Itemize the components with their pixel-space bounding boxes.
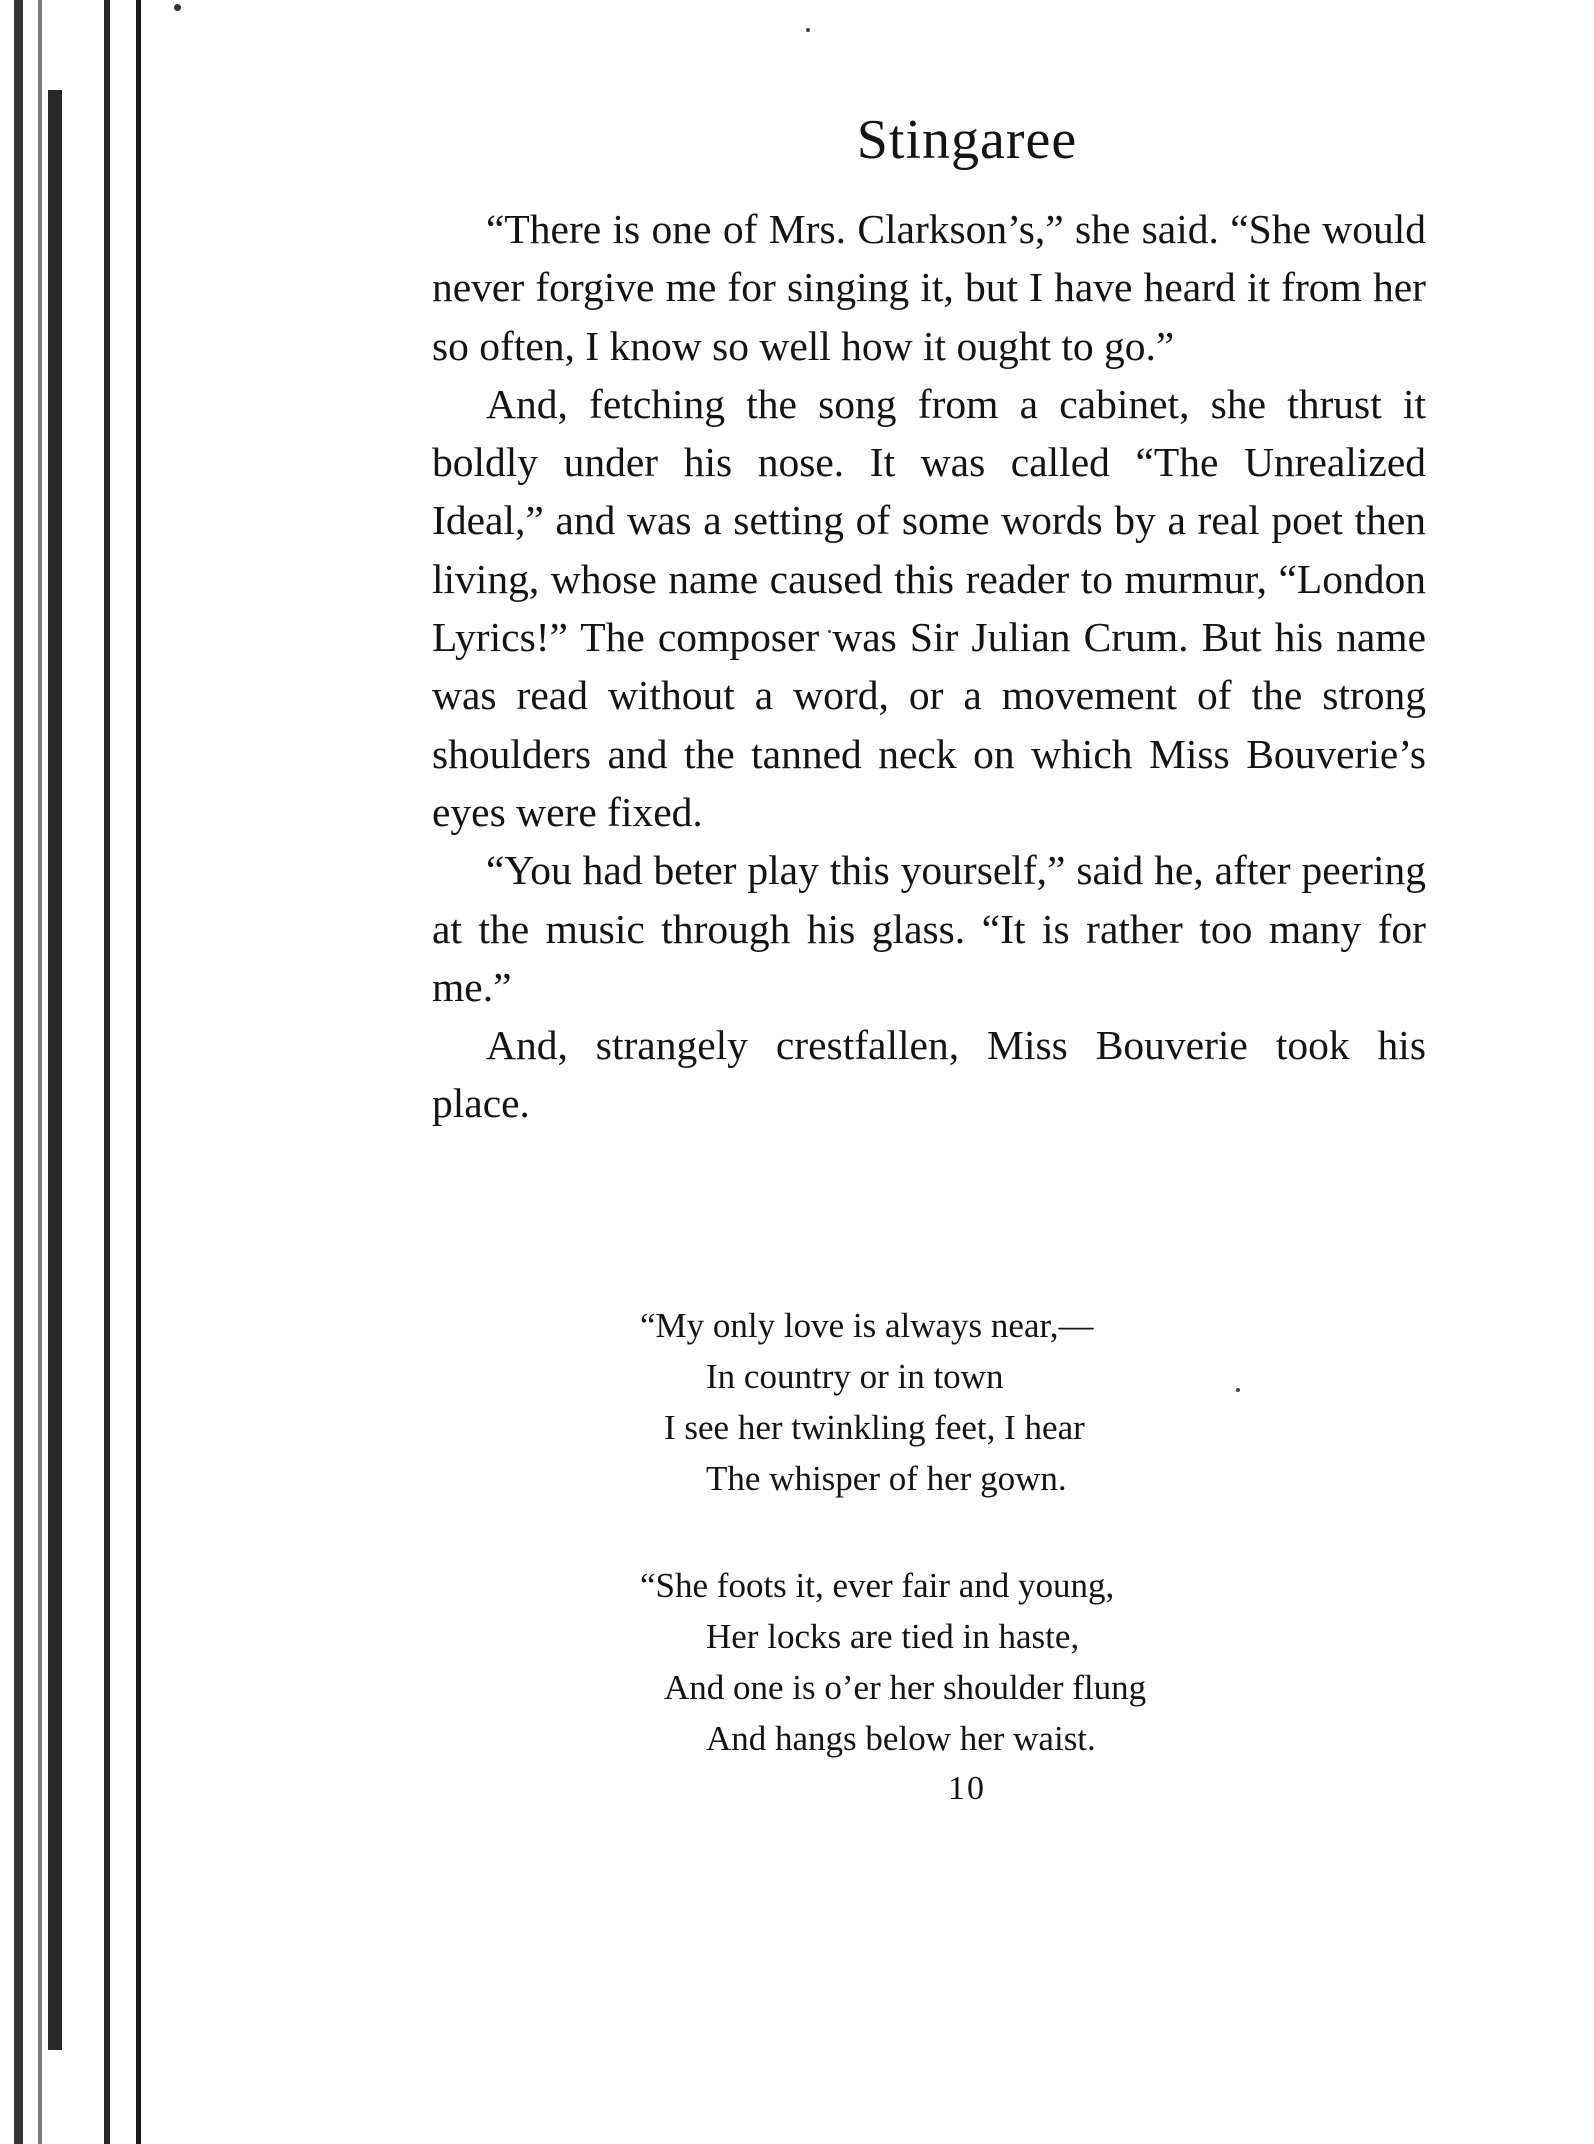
scan-speck bbox=[1236, 1388, 1240, 1392]
verse-line: And hangs below her waist. bbox=[706, 1719, 1096, 1758]
verse-stanza bbox=[640, 1560, 1146, 1764]
body-text bbox=[432, 200, 1426, 1133]
paragraph: And, fetching the song from a cabinet, she thrust it boldly under his nose. It was called “The Unrealized Ideal,” and was a setting of some words by a real poet then living, whose name caused this reader to murmur, “London Lyrics!” The composer was Sir Julian Crum. But his name was read without a word, or a movement of the strong shoulders and the tanned neck on which Miss Bouverie’s eyes were fixed. bbox=[432, 380, 1426, 835]
binding-line bbox=[104, 0, 110, 2144]
binding-line bbox=[38, 0, 42, 2144]
running-head: Stingaree bbox=[856, 109, 1078, 171]
scan-speck bbox=[806, 28, 810, 32]
verse-stanza bbox=[640, 1300, 1094, 1504]
binding-line bbox=[136, 0, 141, 2144]
verse-line: “My only love is always near,— bbox=[640, 1306, 1094, 1345]
paragraph: And, strangely crestfallen, Miss Bouverie took his place. bbox=[432, 1022, 1426, 1127]
binding-edge bbox=[0, 0, 150, 2144]
verse-line: The whisper of her gown. bbox=[706, 1459, 1067, 1498]
verse-line: And one is o’er her shoulder flung bbox=[664, 1668, 1147, 1707]
page-number: 10 bbox=[948, 1770, 986, 1807]
verse-line: “She foots it, ever fair and young, bbox=[640, 1566, 1115, 1605]
verse-line: Her locks are tied in haste, bbox=[706, 1617, 1080, 1656]
paragraph: “You had beter play this yourself,” said he, after peering at the music through his glass. “It is rather too many for me.” bbox=[432, 847, 1426, 1010]
verse-line: In country or in town bbox=[706, 1357, 1004, 1396]
binding-line bbox=[14, 0, 23, 2144]
paragraph: “There is one of Mrs. Clarkson’s,” she said. “She would never forgive me for singing it, but I have heard it from her so often, I know so well how it ought to go.” bbox=[432, 206, 1426, 369]
verse-line: I see her twinkling feet, I hear bbox=[664, 1408, 1085, 1447]
binding-line bbox=[48, 90, 62, 2050]
scan-speck bbox=[174, 4, 181, 11]
